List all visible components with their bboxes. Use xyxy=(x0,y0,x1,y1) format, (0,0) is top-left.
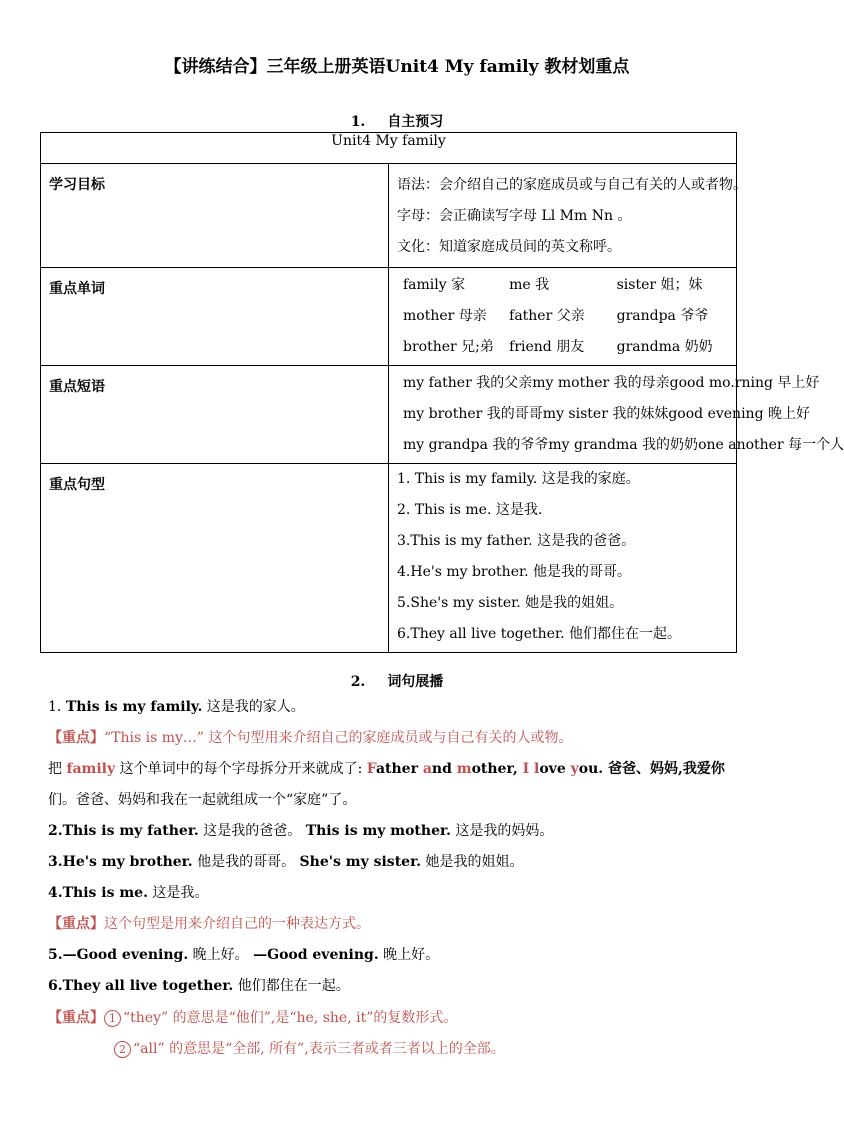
words-content xyxy=(389,268,737,366)
circled-number-icon: 1 xyxy=(104,1010,121,1027)
phrase-item: my father 我的父亲 xyxy=(403,375,533,391)
goals-label: 学习目标 xyxy=(41,164,389,268)
goals-content xyxy=(389,164,747,268)
phrase-item: good mo.rning 早上好 xyxy=(669,375,820,391)
text-fragment: ove xyxy=(539,761,571,777)
words-label: 重点单词 xyxy=(41,268,389,366)
phrase-row xyxy=(389,368,820,399)
words-row xyxy=(41,268,737,366)
sentence-2 xyxy=(48,816,748,847)
sentence-4 xyxy=(48,878,748,909)
key-note-2 xyxy=(48,909,748,940)
goal-line: 字母：会正确读写字母 Ll Mm Nn 。 xyxy=(397,208,632,224)
english-sentence: This is my mother. xyxy=(305,823,451,839)
chinese-translation: 他们都住在一起。 xyxy=(233,978,350,994)
sentence-line: 5.She's my sister. 她是我的姐姐。 xyxy=(397,595,624,611)
english-sentence: 2.This is my father. xyxy=(48,823,199,839)
key-note-3 xyxy=(48,1003,748,1034)
text-fragment: ather xyxy=(375,761,423,777)
highlight-letter: l xyxy=(534,761,540,777)
item-number: 1. xyxy=(48,699,62,715)
phrases-label: 重点短语 xyxy=(41,366,389,464)
english-sentence: 3.He's my brother. xyxy=(48,854,193,870)
phrase-item: my sister 我的妹妹 xyxy=(542,406,669,422)
chinese-translation: 这是我。 xyxy=(147,885,209,901)
sentence-5 xyxy=(48,940,748,971)
word-row xyxy=(389,301,736,332)
word-row xyxy=(389,270,736,301)
word-row xyxy=(389,332,736,363)
text-fragment: 把 xyxy=(48,761,67,777)
text-fragment: nd xyxy=(431,761,457,777)
english-sentence: —Good evening. xyxy=(253,947,379,963)
phrase-row xyxy=(389,399,810,430)
highlight-word: family xyxy=(66,761,116,777)
highlight-letter: F xyxy=(366,761,376,777)
phrase-item: my mother 我的母亲 xyxy=(532,375,670,391)
key-note-text: “This is my…” 这个句型用来介绍自己的家庭成员或与自己有关的人或物。 xyxy=(104,730,573,746)
phrase-item: my grandma 我的奶奶 xyxy=(548,437,699,453)
highlight-letter: m xyxy=(456,761,472,777)
phrase-item: my grandpa 我的爷爷 xyxy=(403,437,549,453)
sentence-line: 1. This is my family. 这是我的家庭。 xyxy=(397,471,640,487)
text-fragment: 这个单词中的每个字母拆分开来就成了: xyxy=(115,761,367,777)
word-item: mother 母亲 xyxy=(403,308,487,324)
section-number: 1. xyxy=(350,114,366,130)
word-item: sister 姐；妹 xyxy=(616,277,703,293)
english-sentence: 4.This is me. xyxy=(48,885,148,901)
family-acronym-line xyxy=(48,754,748,785)
unit-header-row xyxy=(41,133,737,164)
chinese-translation: 晚上好。 xyxy=(188,947,249,963)
highlight-letter: I xyxy=(522,761,530,777)
section-heading-preview xyxy=(0,111,794,131)
english-sentence: 6.They all live together. xyxy=(48,978,234,994)
section-title: 词句展播 xyxy=(387,674,444,690)
text-fragment: ou. 爸爸、妈妈,我爱你 xyxy=(578,761,725,777)
sentence-3 xyxy=(48,847,748,878)
key-note-text: “they” 的意思是“他们”,是“he, she, it”的复数形式。 xyxy=(123,1010,458,1026)
word-item: me 我 xyxy=(509,277,550,293)
key-point-tag: 【重点】 xyxy=(48,916,104,932)
word-item: grandpa 爷爷 xyxy=(616,308,709,324)
goals-row xyxy=(41,164,737,268)
circled-number-icon: 2 xyxy=(114,1041,131,1058)
english-sentence: 5.—Good evening. xyxy=(48,947,189,963)
chinese-translation: 这是我的家人。 xyxy=(202,699,305,715)
word-item: family 家 xyxy=(403,277,466,293)
text-fragment: other, xyxy=(471,761,523,777)
english-sentence: She's my sister. xyxy=(299,854,422,870)
goal-line: 文化：知道家庭成员间的英文称呼。 xyxy=(397,239,621,255)
section-heading-showcase xyxy=(0,671,794,691)
highlight-letter: a xyxy=(422,761,432,777)
key-point-tag: 【重点】 xyxy=(48,730,104,746)
sentence-1 xyxy=(48,692,748,723)
key-note-text: 这个句型是用来介绍自己的一种表达方式。 xyxy=(104,916,370,932)
section-title: 自主预习 xyxy=(387,114,444,130)
chinese-translation: 晚上好。 xyxy=(378,947,440,963)
phrase-item: good evening 晚上好 xyxy=(668,406,810,422)
word-item: brother 兄;弟 xyxy=(403,339,494,355)
sentences-row xyxy=(41,464,737,653)
chinese-translation: 这是我的妈妈。 xyxy=(450,823,554,839)
sentence-line: 4.He's my brother. 他是我的哥哥。 xyxy=(397,564,632,580)
section-number: 2. xyxy=(350,674,366,690)
phrases-content xyxy=(389,366,844,464)
goal-line: 语法：会介绍自己的家庭成员或与自己有关的人或者物。 xyxy=(397,177,747,193)
sentences-content xyxy=(389,464,737,653)
key-note-4 xyxy=(114,1034,814,1065)
chinese-translation: 他是我的哥哥。 xyxy=(192,854,296,870)
key-note-1 xyxy=(48,723,748,754)
sentence-6 xyxy=(48,971,748,1002)
key-point-tag: 【重点】 xyxy=(48,1010,104,1026)
phrase-row xyxy=(389,430,844,461)
family-acronym-line-2: 们。爸爸、妈妈和我在一起就组成一个“家庭”了。 xyxy=(48,792,357,808)
highlight-letter: y xyxy=(570,761,579,777)
page-title: 【讲练结合】三年级上册英语Unit4 My family 教材划重点 xyxy=(164,57,630,77)
word-item: friend 朋友 xyxy=(509,339,585,355)
key-note-text: “all” 的意思是“全部, 所有”,表示三者或者三者以上的全部。 xyxy=(133,1041,505,1057)
phrase-item: my brother 我的哥哥 xyxy=(403,406,543,422)
preview-table xyxy=(40,132,844,653)
chinese-translation: 她是我的姐姐。 xyxy=(421,854,524,870)
sentence-line: 2. This is me. 这是我. xyxy=(397,502,543,518)
chinese-translation: 这是我的爸爸。 xyxy=(198,823,302,839)
phrases-row xyxy=(41,366,737,464)
phrase-item: one another 每一个人 xyxy=(698,437,844,453)
sentences-label: 重点句型 xyxy=(41,464,389,653)
word-item: father 父亲 xyxy=(509,308,585,324)
sentence-line: 6.They all live together. 他们都住在一起。 xyxy=(397,626,681,642)
unit-header: Unit4 My family xyxy=(41,133,737,164)
english-sentence: This is my family. xyxy=(65,699,203,715)
word-item: grandma 奶奶 xyxy=(616,339,713,355)
sentence-line: 3.This is my father. 这是我的爸爸。 xyxy=(397,533,636,549)
